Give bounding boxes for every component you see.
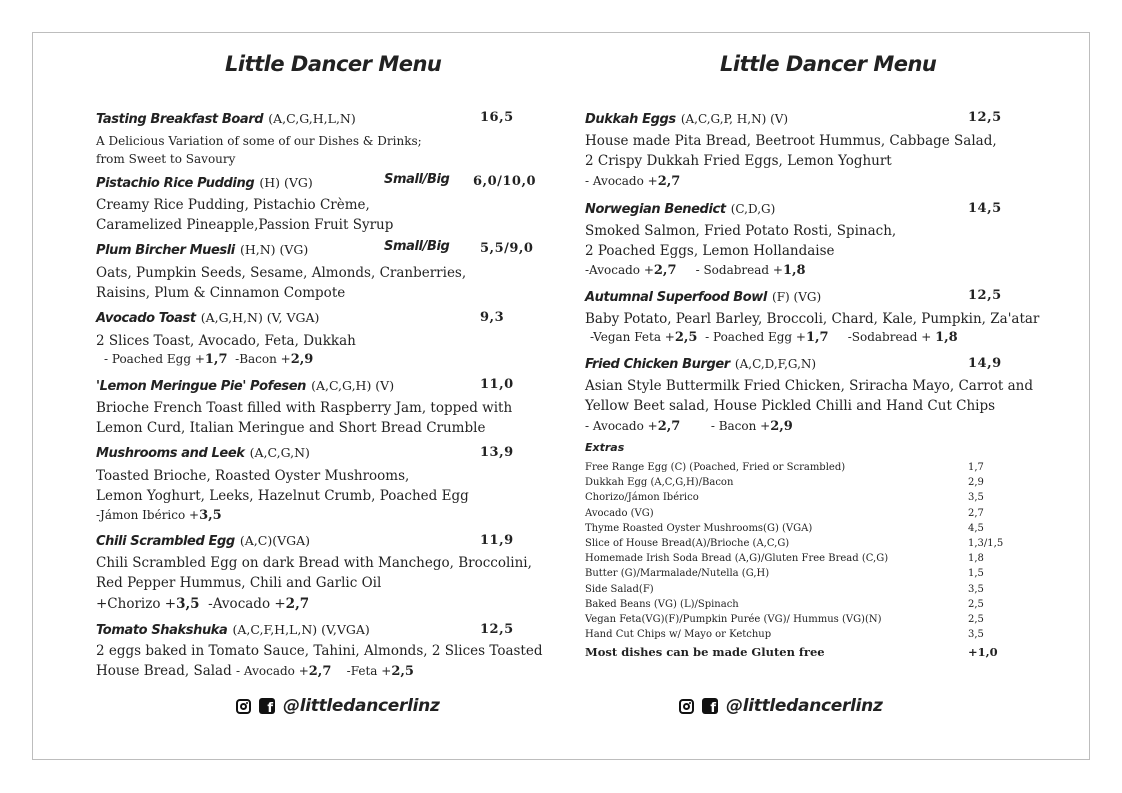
- dish-description: 2 Slices Toast, Avocado, Feta, Dukkah: [96, 333, 356, 349]
- size-label: Small/Big: [384, 239, 450, 254]
- dish-price: 12,5: [968, 110, 1002, 125]
- right-page-title: Little Dancer Menu: [720, 52, 937, 76]
- extras-item-label: Baked Beans (VG) (L)/Spinach: [585, 598, 739, 610]
- extras-item-label: Avocado (VG): [585, 507, 654, 519]
- extras-item-price: 1,7: [968, 462, 984, 473]
- dish-description: Brioche French Toast filled with Raspberry Jam, topped with Lemon Curd, Italian Meringue and Short Bread Crumble: [96, 400, 513, 436]
- dish-extras: +Chorizo +3,5 -Avocado +2,7: [96, 596, 310, 612]
- extras-item-label: Vegan Feta(VG)(F)/Pumpkin Purée (VG)/ Hummus (VG)(N): [585, 614, 882, 625]
- dish-title: Pistachio Rice Pudding (H) (VG): [96, 175, 313, 191]
- facebook-icon[interactable]: [702, 698, 718, 714]
- dish-description: Chili Scrambled Egg on dark Bread with Manchego, Broccolini, Red Pepper Hummus, Chili and Garlic Oil: [96, 555, 532, 591]
- dish-description: Toasted Brioche, Roasted Oyster Mushrooms, Lemon Yoghurt, Leeks, Hazelnut Crumb, Poached Egg: [96, 468, 469, 504]
- extras-item-label: Free Range Egg (C) (Poached, Fried or Scrambled): [585, 462, 846, 473]
- size-label: Small/Big: [384, 172, 450, 187]
- dish-title: Mushrooms and Leek (A,C,G,N): [96, 445, 310, 461]
- dish-price: 12,5: [968, 288, 1002, 303]
- extras-item-label: Dukkah Egg (A,C,G,H)/Bacon: [585, 477, 734, 489]
- extras-item-price: 3,5: [968, 583, 984, 595]
- dish-price: 14,5: [968, 201, 1002, 216]
- social-handle[interactable]: @littledancerlinz: [283, 696, 440, 716]
- dish-extras: -Avocado +2,7 - Sodabread +1,8: [585, 263, 806, 278]
- dish-extras: - Avocado +2,7: [585, 174, 681, 189]
- extras-item-price: 2,9: [968, 477, 984, 489]
- dish-title: Plum Bircher Muesli (H,N) (VG): [96, 242, 309, 258]
- extras-heading: Extras: [585, 441, 625, 454]
- dish-price: 14,9: [968, 356, 1002, 371]
- extras-item-price: 4,5: [968, 522, 984, 534]
- extras-item-price: 1,3/1,5: [968, 538, 1004, 549]
- dish-title: Autumnal Superfood Bowl (F) (VG): [585, 290, 822, 305]
- dish-price: 11,9: [480, 533, 514, 548]
- dish-title: 'Lemon Meringue Pie' Pofesen (A,C,G,H) (V): [96, 378, 395, 394]
- dish-title: Tasting Breakfast Board (A,C,G,H,L,N): [96, 111, 356, 127]
- dish-price: 12,5: [480, 622, 514, 637]
- dish-description: 2 eggs baked in Tomato Sauce, Tahini, Almonds, 2 Slices Toasted House Bread, Salad - Avocado +2,7 -Feta +2,5: [96, 643, 543, 679]
- dish-extras: - Avocado +2,7 - Bacon +2,9: [585, 419, 793, 434]
- extras-item-label: Butter (G)/Marmalade/Nutella (G,H): [585, 568, 770, 580]
- extras-item-price: 1,8: [968, 553, 984, 565]
- dish-title: Tomato Shakshuka (A,C,F,H,L,N) (V,VGA): [96, 622, 370, 638]
- dish-price: 5,5/9,0: [480, 241, 534, 256]
- dish-description: Oats, Pumpkin Seeds, Sesame, Almonds, Cranberries, Raisins, Plum & Cinnamon Compote: [96, 265, 467, 301]
- dish-description: Creamy Rice Pudding, Pistachio Crème, Caramelized Pineapple,Passion Fruit Syrup: [96, 197, 394, 233]
- extras-item-price: 2,5: [968, 614, 984, 625]
- dish-description: Baby Potato, Pearl Barley, Broccoli, Chard, Kale, Pumpkin, Za'atar: [585, 311, 1040, 327]
- extras-item-price: 2,5: [968, 598, 984, 610]
- extras-item-price: 2,7: [968, 507, 984, 519]
- dish-description: House made Pita Bread, Beetroot Hummus, Cabbage Salad, 2 Crispy Dukkah Fried Eggs, Lemon Yoghurt: [585, 133, 997, 169]
- extras-item-label: Chorizo/Jámon Ibérico: [585, 492, 699, 504]
- instagram-icon[interactable]: [236, 699, 251, 714]
- dish-extras: -Jámon Ibérico +3,5: [96, 508, 222, 523]
- dish-title: Norwegian Benedict (C,D,G): [585, 202, 776, 217]
- extras-item-price: 3,5: [968, 629, 984, 641]
- dish-description: A Delicious Variation of some of our Dishes & Drinks; from Sweet to Savoury: [96, 134, 422, 166]
- extras-item-label: Hand Cut Chips w/ Mayo or Ketchup: [585, 629, 772, 641]
- dish-description: Asian Style Buttermilk Fried Chicken, Sriracha Mayo, Carrot and Yellow Beet salad, House Pickled Chilli and Hand Cut Chips: [585, 378, 1033, 414]
- dish-price: 9,3: [480, 310, 505, 325]
- facebook-icon[interactable]: [259, 698, 275, 714]
- social-handle[interactable]: @littledancerlinz: [726, 696, 883, 716]
- dish-price: 6,0/10,0: [473, 174, 537, 189]
- extras-item-label: Side Salad(F): [585, 583, 654, 595]
- dish-title: Fried Chicken Burger (A,C,D,F,G,N): [585, 357, 817, 372]
- dish-extras: -Vegan Feta +2,5 - Poached Egg +1,7 -Sodabread + 1,8: [590, 330, 958, 345]
- social-links: [679, 696, 883, 716]
- dish-price: 13,9: [480, 445, 514, 460]
- dish-title: Dukkah Eggs (A,C,G,P, H,N) (V): [585, 112, 789, 127]
- gluten-note-price: +1,0: [968, 645, 998, 659]
- dish-extras: - Poached Egg +1,7 -Bacon +2,9: [104, 352, 314, 367]
- extras-item-label: Slice of House Bread(A)/Brioche (A,C,G): [585, 538, 790, 549]
- social-links: [236, 696, 440, 716]
- dish-title: Avocado Toast (A,G,H,N) (V, VGA): [96, 310, 320, 326]
- left-page-title: Little Dancer Menu: [225, 52, 442, 76]
- dish-title: Chili Scrambled Egg (A,C)(VGA): [96, 533, 311, 549]
- dish-price: 11,0: [480, 377, 514, 392]
- instagram-icon[interactable]: [679, 699, 694, 714]
- gluten-note: Most dishes can be made Gluten free: [585, 645, 825, 659]
- extras-item-price: 1,5: [968, 568, 984, 580]
- extras-item-label: Homemade Irish Soda Bread (A,G)/Gluten Free Bread (C,G): [585, 553, 889, 565]
- extras-item-label: Thyme Roasted Oyster Mushrooms(G) (VGA): [585, 522, 813, 534]
- dish-description: Smoked Salmon, Fried Potato Rosti, Spinach, 2 Poached Eggs, Lemon Hollandaise: [585, 223, 897, 259]
- extras-item-price: 3,5: [968, 492, 984, 504]
- dish-price: 16,5: [480, 110, 514, 125]
